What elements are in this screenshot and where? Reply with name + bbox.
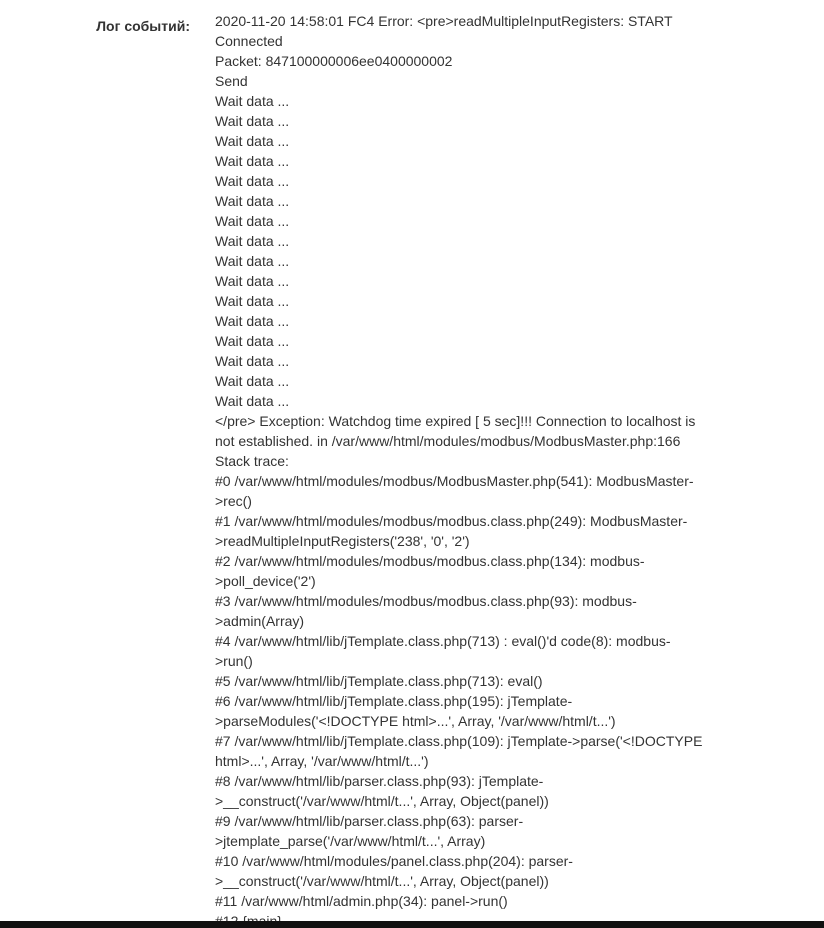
event-log-label: Лог событий: (96, 18, 190, 34)
log-line: Connected (215, 33, 283, 49)
log-line: Stack trace: (215, 453, 289, 469)
log-line: #4 /var/www/html/lib/jTemplate.class.php(713) : eval()'d code(8): modbus->run() (215, 633, 671, 669)
log-line: #0 /var/www/html/modules/modbus/ModbusMaster.php(541): ModbusMaster->rec() (215, 473, 694, 509)
log-line: Wait data ... (215, 233, 290, 249)
bottom-edge-bar (0, 921, 824, 928)
log-line: Wait data ... (215, 93, 290, 109)
log-line: #8 /var/www/html/lib/parser.class.php(93): jTemplate->__construct('/var/www/html/t...', Array, Object(panel)) (215, 773, 549, 809)
log-line: #5 /var/www/html/lib/jTemplate.class.php(713): eval() (215, 673, 543, 689)
log-line: Send (215, 73, 248, 89)
log-line: #7 /var/www/html/lib/jTemplate.class.php(109): jTemplate->parse('<!DOCTYPE html>...', Array, '/var/www/html/t...') (215, 733, 703, 769)
log-line: Wait data ... (215, 353, 290, 369)
log-line: Wait data ... (215, 333, 290, 349)
log-line: #10 /var/www/html/modules/panel.class.php(204): parser->__construct('/var/www/html/t...', Array, Object(panel)) (215, 853, 573, 889)
log-line: 2020-11-20 14:58:01 FC4 Error: <pre>readMultipleInputRegisters: START (215, 13, 673, 29)
log-line: Wait data ... (215, 113, 290, 129)
log-line: Wait data ... (215, 293, 290, 309)
log-line: #2 /var/www/html/modules/modbus/modbus.class.php(134): modbus->poll_device('2') (215, 553, 645, 589)
log-line: #3 /var/www/html/modules/modbus/modbus.class.php(93): modbus->admin(Array) (215, 593, 637, 629)
log-line: Wait data ... (215, 313, 290, 329)
log-line: Wait data ... (215, 133, 290, 149)
log-line: Wait data ... (215, 153, 290, 169)
log-line: Wait data ... (215, 213, 290, 229)
log-line: Packet: 847100000006ee0400000002 (215, 53, 453, 69)
log-line: #6 /var/www/html/lib/jTemplate.class.php(195): jTemplate->parseModules('<!DOCTYPE html>...', Array, '/var/www/html/t...') (215, 693, 616, 729)
log-line: Wait data ... (215, 393, 290, 409)
event-log-content (215, 11, 707, 928)
log-line: Wait data ... (215, 273, 290, 289)
log-line: Wait data ... (215, 193, 290, 209)
log-line: #9 /var/www/html/lib/parser.class.php(63): parser->jtemplate_parse('/var/www/html/t...', Array) (215, 813, 524, 849)
log-line: #11 /var/www/html/admin.php(34): panel->run() (215, 893, 508, 909)
log-line: Wait data ... (215, 253, 290, 269)
log-line: </pre> Exception: Watchdog time expired [ 5 sec]!!! Connection to localhost is not established. in /var/www/html/modules/modbus/ModbusMaster.php:166 (215, 413, 696, 449)
log-line: Wait data ... (215, 373, 290, 389)
log-line: Wait data ... (215, 173, 290, 189)
log-line: #1 /var/www/html/modules/modbus/modbus.class.php(249): ModbusMaster->readMultipleInputRegisters('238', '0', '2') (215, 513, 688, 549)
